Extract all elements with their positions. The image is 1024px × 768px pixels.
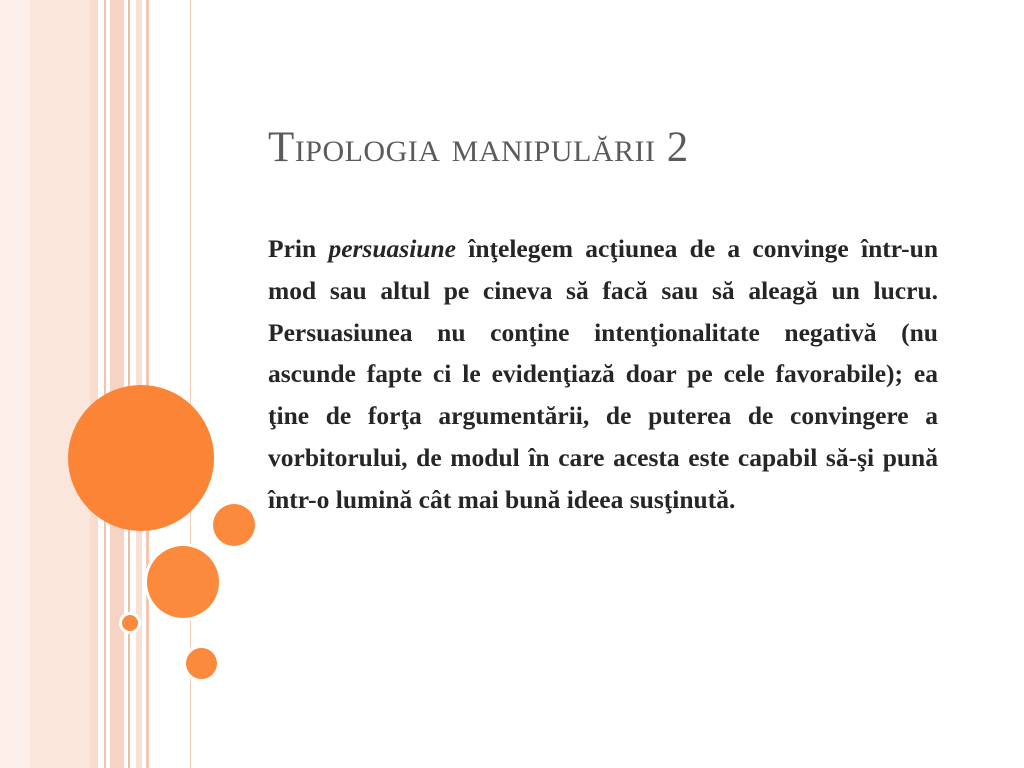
body-prefix: Prin [268,234,329,263]
body-rest: înţelegem acţiunea de a convinge într-un mod sau altul pe cineva să facă sau să aleagă un lucru. Persuasiunea nu conţine intenţionalitate negativă (nu ascunde fapte ci le evidenţiază doar pe cele favorabile); ea ţine de forţa argumentării, de puterea de convingere a vorbitorului, de modul în care acesta este capabil să-şi pună într-o lumină cât mai bună ideea susţinută. [268,234,939,514]
decorative-circle-tiny [122,615,138,631]
body-emphasis-term: persuasiune [328,234,456,263]
decorative-stripes [0,0,200,768]
decorative-circle-small [213,504,255,546]
stripe [128,0,130,768]
stripe [110,0,124,768]
stripe [146,0,149,768]
slide-title: Tipologia manipulării 2 [268,124,689,171]
stripe [104,0,106,768]
stripe [136,0,142,768]
decorative-circle-small [186,648,217,679]
decorative-circle-medium [147,546,219,618]
decorative-circle-large [68,385,214,531]
stripe [90,0,98,768]
stripe [30,0,90,768]
slide-body-text [268,228,938,521]
stripe [0,0,30,768]
